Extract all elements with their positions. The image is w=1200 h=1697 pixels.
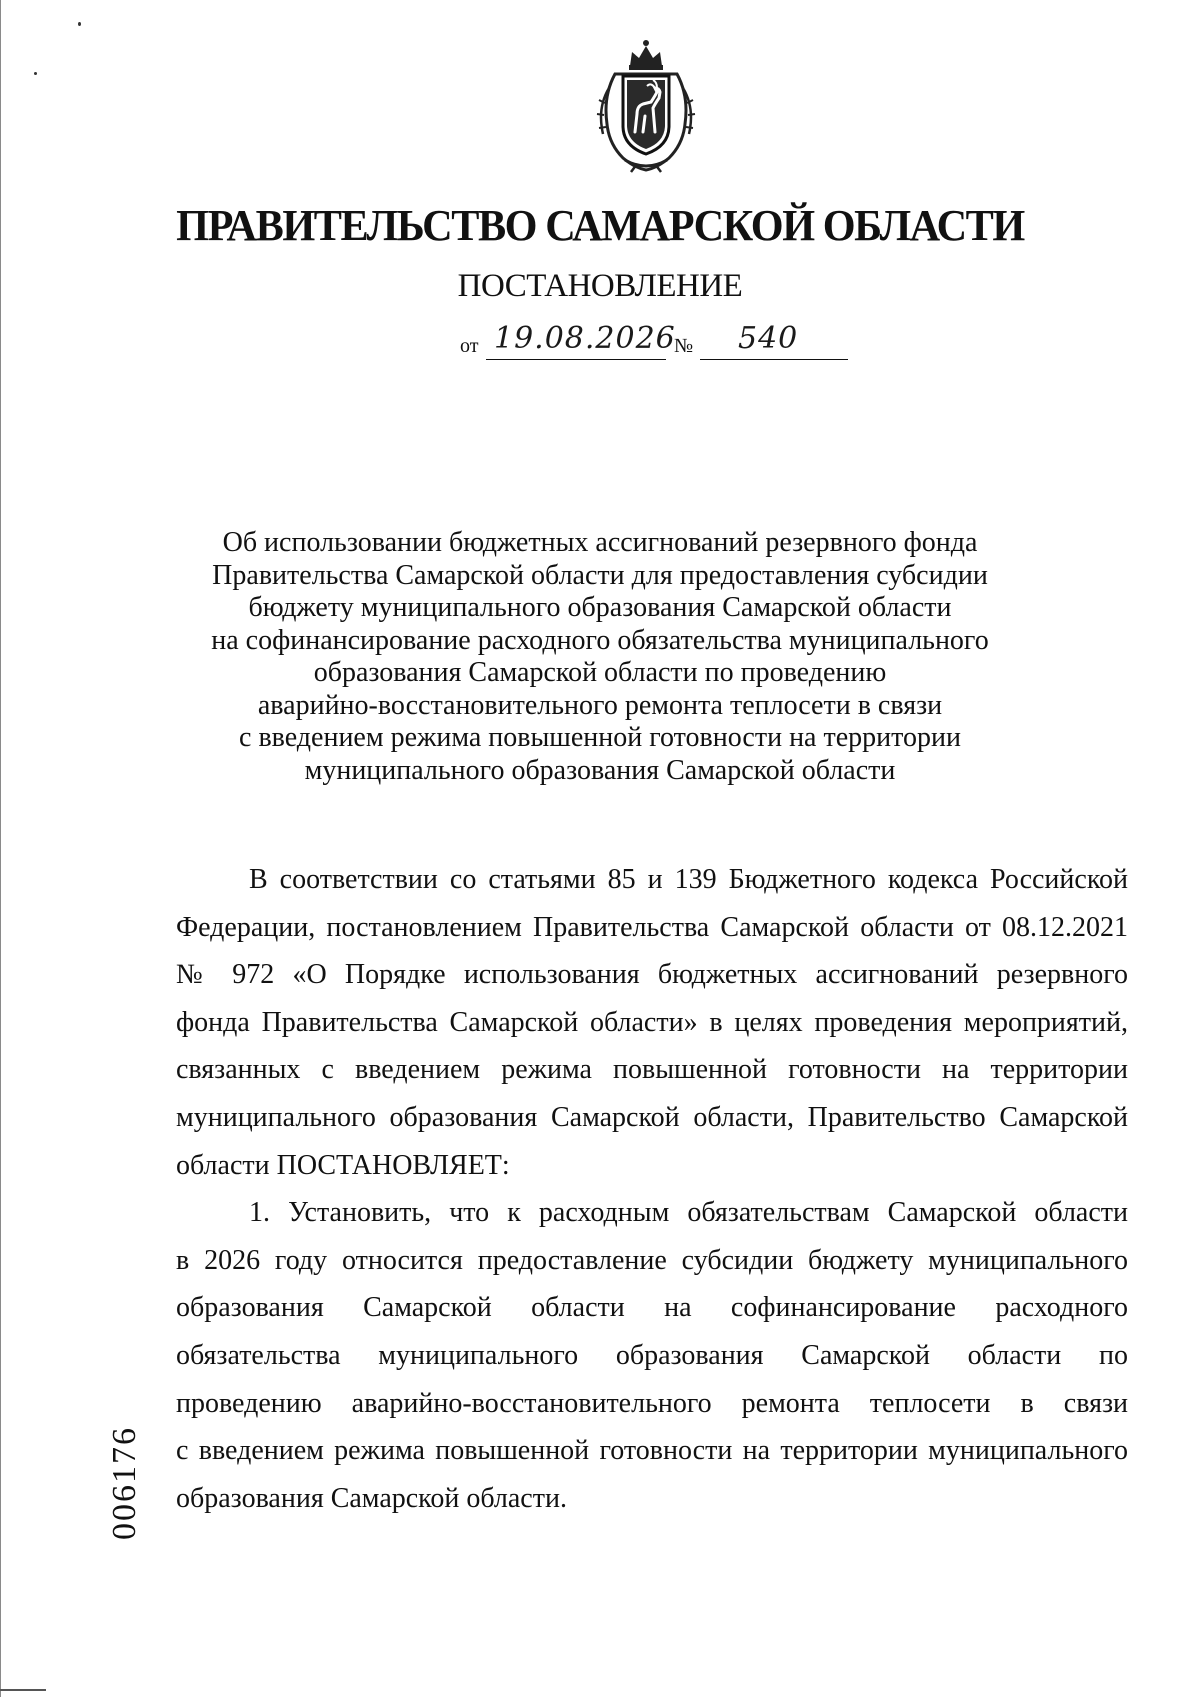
number-underline [700,359,848,360]
title-line: с введением режима повышенной готовности на территории [239,722,961,753]
coat-of-arms-emblem [585,36,707,176]
body-line: связанных с введением режима повышенной готовности на территории [176,1054,1128,1086]
body-line: области ПОСТАНОВЛЯЕТ: [176,1149,510,1181]
date-handwritten: 19.08.2026 [494,321,676,356]
title-line: Правительства Самарской области для предоставления субсидии [212,559,988,591]
scan-speck [78,22,81,26]
body-line: Федерации, постановлением Правительства Самарской области от 08.12.2021 [176,911,1128,943]
body-line: фонда Правительства Самарской области» в целях проведения мероприятий, [176,1006,1128,1038]
title-line: на софинансирование расходного обязательства муниципального [211,624,989,656]
document-type: ПОСТАНОВЛЕНИЕ [457,268,743,304]
government-title: ПРАВИТЕЛЬСТВО САМАРСКОЙ ОБЛАСТИ [176,201,1024,250]
body-line: образования Самарской области. [176,1482,567,1514]
title-line: Об использовании бюджетных ассигнований резервного фонда [222,527,978,558]
title-line: бюджету муниципального образования Самарской области [248,592,952,623]
date-prefix: от [460,335,479,357]
title-line: аварийно-восстановительного ремонта теплосети в связи [257,689,943,721]
date-underline [486,359,666,360]
title-line: образования Самарской области по проведению [313,657,887,688]
item-1-paragraph [176,1189,1128,1522]
body-line: в 2026 году относится предоставление субсидии бюджету муниципального [176,1244,1128,1276]
body-line: № 972 «О Порядке использования бюджетных ассигнований резервного [176,959,1128,991]
body-line: проведению аварийно-восстановительного ремонта теплосети в связи [176,1387,1128,1419]
body-line: муниципального образования Самарской области, Правительство Самарской [176,1101,1128,1133]
body-line: В соответствии со статьями 85 и 139 Бюджетного кодекса Российской [249,864,1128,895]
body-line: с введением режима повышенной готовности на территории муниципального [176,1435,1128,1467]
number-prefix: № [674,335,694,357]
title-line: муниципального образования Самарской области [304,754,896,786]
date-number-line [460,322,850,362]
scan-bottom-mark [0,1689,46,1691]
serial-number: 006176 [106,1426,143,1540]
body-line: 1. Установить, что к расходным обязательствам Самарской области [249,1197,1128,1229]
body-line: образования Самарской области на софинансирование расходного [176,1292,1128,1324]
number-handwritten: 540 [738,321,799,356]
preamble-paragraph [176,856,1128,1189]
document-body [176,856,1128,1522]
document-subject-title [200,527,1000,787]
body-line: обязательства муниципального образования Самарской области по [176,1339,1128,1371]
scan-speck [34,72,37,75]
scan-left-edge [0,0,1,1697]
